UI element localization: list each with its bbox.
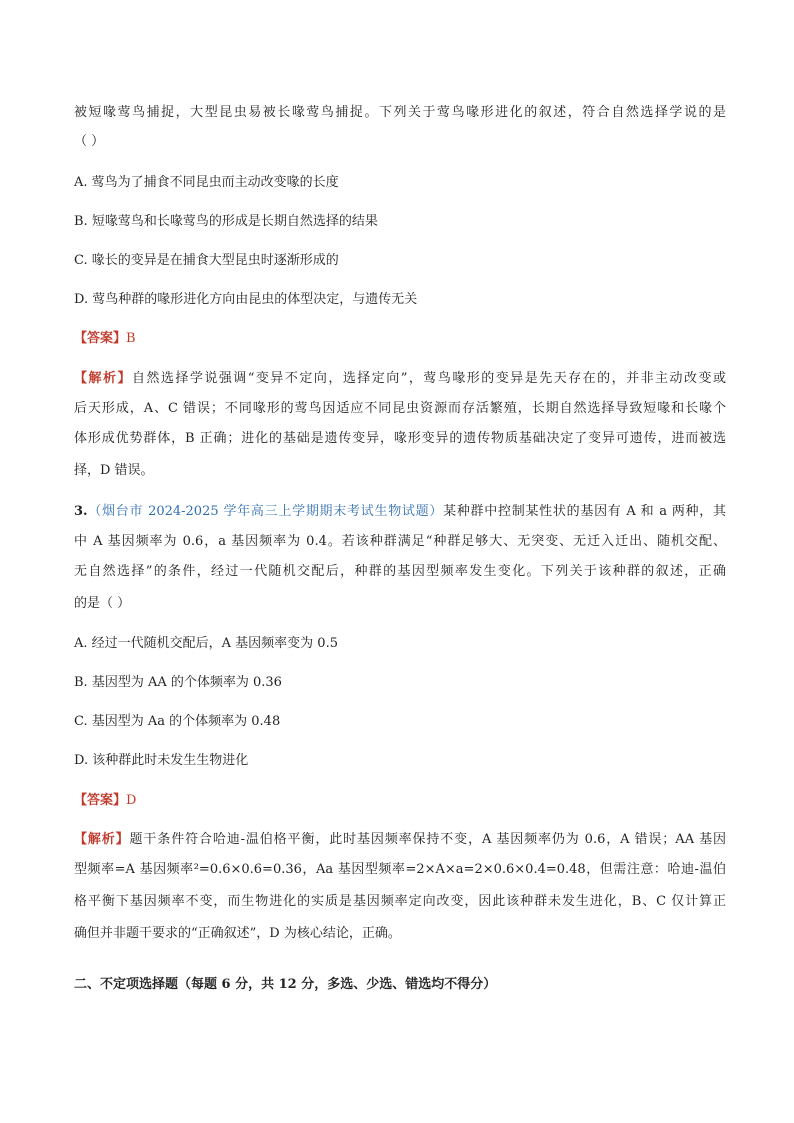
q2-analysis-line4: 择，D 错误。 [74, 463, 154, 478]
answer-tag: 【答案】 [74, 793, 127, 808]
q3-number: 3. [74, 504, 88, 519]
q2-stem-line2: （ ） [74, 134, 105, 149]
answer-tag: 【答案】 [74, 331, 127, 346]
q3-option-d: D. 该种群此时未发生生物进化 [74, 753, 249, 768]
q3-option-a: A. 经过一代随机交配后，A 基因频率变为 0.5 [74, 636, 338, 651]
q3-stem-line2: 中 A 基因频率为 0.6，a 基因频率为 0.4。若该种群满足“种群足够大、无突变、无迁入迁出、随机交配、 [74, 534, 726, 549]
q3-analysis-line1 [74, 831, 726, 849]
q3-analysis-line4: 确但并非题干要求的“正确叙述”，D 为核心结论，正确。 [74, 926, 401, 941]
q3-stem-line1 [74, 503, 726, 521]
analysis-text: 题干条件符合哈迪-温伯格平衡，此时基因频率保持不变，A 基因频率仍为 0.6，A 错误；AA 基因 [129, 832, 726, 847]
q3-option-c: C. 基因型为 Aa 的个体频率为 0.48 [74, 714, 281, 729]
analysis-text: 自然选择学说强调“变异不定向，选择定向”，莺鸟喙形的变异是先天存在的，并非主动改变或 [131, 371, 726, 386]
q3-analysis-line2: 型频率=A 基因频率²=0.6×0.6=0.36，Aa 基因型频率=2×A×a=2×0.6×0.4=0.48，但需注意：哈迪-温伯 [74, 862, 726, 877]
q2-option-a: A. 莺鸟为了捕食不同昆虫而主动改变喙的长度 [74, 175, 339, 190]
q2-analysis-line3: 体形成优势群体，B 正确；进化的基础是遗传变异，喙形变异的遗传物质基础决定了变异可遗传，进而被选 [74, 431, 726, 446]
answer-value: B [126, 331, 136, 346]
q3-answer [74, 792, 136, 810]
q2-analysis-line1 [74, 370, 726, 388]
q2-option-c: C. 喙长的变异是在捕食大型昆虫时逐渐形成的 [74, 253, 339, 268]
q3-stem-line3: 无自然选择”的条件，经过一代随机交配后，种群的基因型频率发生变化。下列关于该种群的叙述，正确 [74, 564, 726, 579]
q2-option-d: D. 莺鸟种群的喙形进化方向由昆虫的体型决定，与遗传无关 [74, 292, 418, 307]
q2-stem-line1: 被短喙莺鸟捕捉，大型昆虫易被长喙莺鸟捕捉。下列关于莺鸟喙形进化的叙述，符合自然选择学说的是 [74, 105, 726, 120]
q2-option-b: B. 短喙莺鸟和长喙莺鸟的形成是长期自然选择的结果 [74, 214, 378, 229]
q3-source: （烟台市 2024-2025 学年高三上学期期末考试生物试题） [87, 504, 444, 519]
analysis-tag: 【解析】 [74, 832, 130, 847]
q3-option-b: B. 基因型为 AA 的个体频率为 0.36 [74, 675, 282, 690]
q2-analysis-line2: 后天形成，A、C 错误；不同喙形的莺鸟因适应不同昆虫资源而存活繁殖，长期自然选择导致短喙和长喙个 [74, 401, 726, 416]
section-2-title: 二、不定项选择题（每题 6 分，共 12 分，多选、少选、错选均不得分） [74, 977, 497, 992]
answer-value: D [126, 793, 137, 808]
q2-answer [74, 330, 136, 348]
q3-analysis-line3: 格平衡下基因频率不变，而生物进化的实质是基因频率定向改变，因此该种群未发生进化，B、C 仅计算正 [74, 894, 726, 909]
q3-stem-line4: 的是（ ） [74, 596, 131, 611]
analysis-tag: 【解析】 [74, 371, 132, 386]
q3-stem-text: 某种群中控制某性状的基因有 A 和 a 两种，其 [443, 504, 726, 519]
